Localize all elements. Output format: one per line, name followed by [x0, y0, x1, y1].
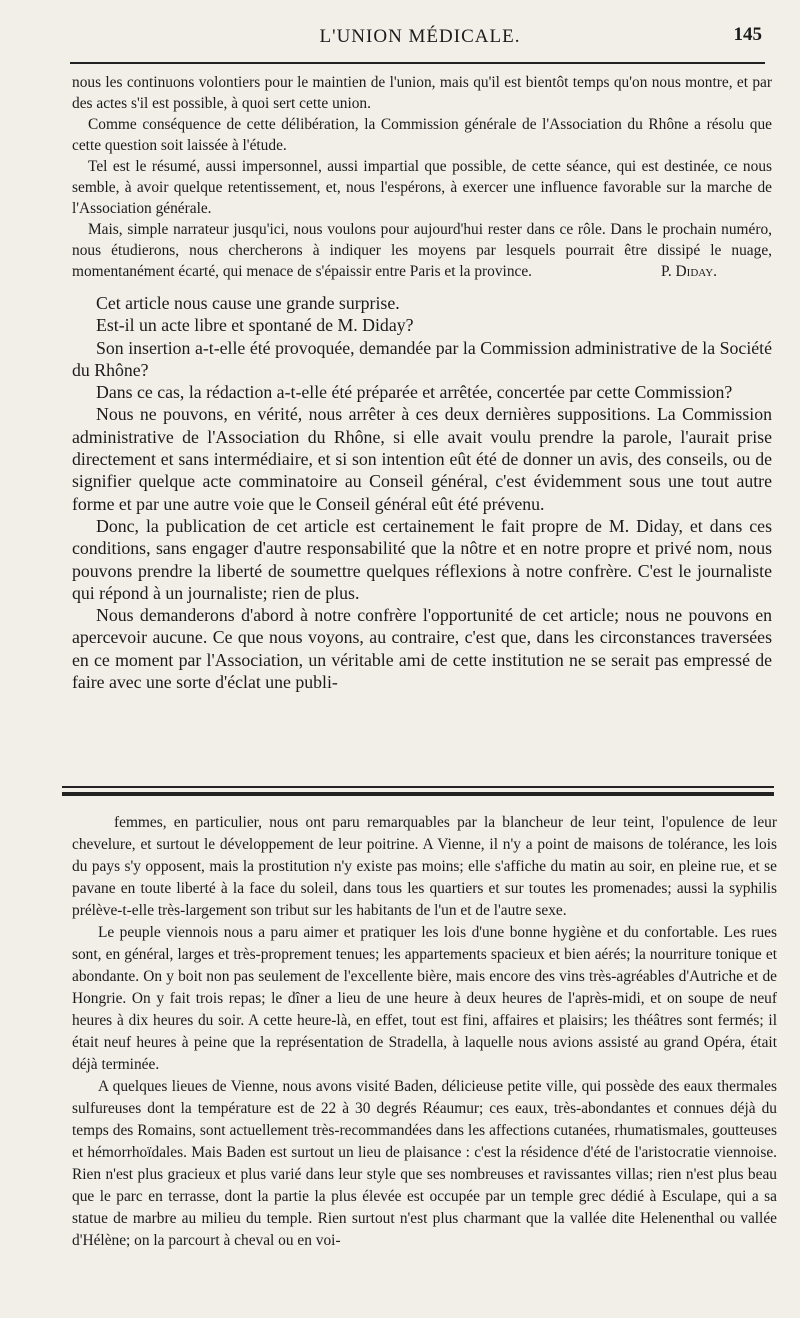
- paragraph: Nous ne pouvons, en vérité, nous arrêter à ces deux dernières suppositions. La Commission administrative de l'Association du Rhône, si elle avait voulu prendre la parole, l'aurait prise directement et sans intermédiaire, et si son intention eût été de donner un avis, des conseils, ou de signifier quelque acte comminatoire au Conseil général, c'est évidemment sous une tout autre forme et par une autre voie que le Conseil général eût été prévenu.: [72, 404, 772, 514]
- paragraph: Cet article nous cause une grande surprise.: [96, 293, 400, 313]
- paragraph: Est-il un acte libre et spontané de M. Diday?: [96, 315, 414, 336]
- header-rule: [70, 62, 765, 64]
- paragraph: nous les continuons volontiers pour le maintien de l'union, mais qu'il est bientôt temps qu'on nous montre, et par des actes s'il est possible, à quoi sert cette union.: [72, 74, 772, 112]
- running-title: L'UNION MÉDICALE.: [319, 26, 521, 47]
- paragraph: Son insertion a-t-elle été provoquée, demandée par la Commission administrative de la Société du Rhône?: [72, 337, 772, 380]
- paragraph: Mais, simple narrateur jusqu'ici, nous voulons pour aujourd'hui rester dans ce rôle. Dans le prochain numéro, nous étudierons, nous chercherons à indiquer les moyens par lesquels pourrait être dissipé le nuage, momentanément écarté, qui menace de s'épaissir entre Paris et la province.: [72, 221, 772, 280]
- editorial-response: [72, 292, 772, 693]
- author-signature: P. Diday.: [661, 263, 717, 280]
- paragraph: A quelques lieues de Vienne, nous avons visité Baden, délicieuse petite ville, qui possède des eaux thermales sulfureuses dont la température est de 22 à 30 degrés Réaumur; ces eaux, très-abondantes et connues déjà du temps des Romains, sont actuellement très-recommandées dans les affections cutanées, rhumatismales, goutteuses et hémorrhoïdales. Mais Baden est surtout un lieu de plaisance : c'est la résidence d'été de l'aristocratie viennoise. Rien n'est plus gracieux et plus varié dans leur style que ses nombreuses et ravissantes villas; rien n'est plus beau que le parc en terrasse, dont la partie la plus élevée est occupée par un temple grec dédié à Esculape, qui a sa statue de marbre au milieu du temple. Rien surtout n'est plus charmant que la vallée dite Helenenthal ou vallée d'Hélène; on la parcourt à cheval ou en voi-: [72, 1078, 777, 1249]
- paragraph: Dans ce cas, la rédaction a-t-elle été préparée et arrêtée, concertée par cette Commission?: [96, 382, 733, 403]
- paragraph: Le peuple viennois nous a paru aimer et pratiquer les lois d'une bonne hygiène et du confortable. Les rues sont, en général, larges et très-proprement tenues; les appartements spacieux et bien aérés; la nourriture tonique et abondante. On y boit non pas seulement de l'excellente bière, mais encore des vins très-agréables d'Autriche et de Hongrie. On y fait trois repas; le dîner a lieu de une heure à deux heures de l'après-midi, et on soupe de neuf heures à dix heures du soir. A cette heure-là, en effet, tout est fini, affaires et plaisirs; les théâtres sont fermés; il était neuf heures à peine que la représentation de Stradella, à laquelle nous avions assisté au grand Opéra, était déjà terminée.: [72, 924, 777, 1073]
- page-number: 145: [733, 24, 762, 45]
- feuilleton-separator: [62, 786, 774, 788]
- main-article: [72, 72, 772, 693]
- paragraph: Donc, la publication de cet article est certainement le fait propre de M. Diday, et dans ces conditions, sans engager d'autre responsabilité que la nôtre et en notre propre et privé nom, nous pouvons prendre la liberté de soumettre quelques réflexions à notre confrère. C'est le journaliste qui répond à un journaliste; rien de plus.: [72, 515, 772, 603]
- paragraph: femmes, en particulier, nous ont paru remarquables par la blancheur de leur teint, l'opulence de leur chevelure, et surtout le développement de leur poitrine. A Vienne, il n'y a point de maisons de tolérance, les lois du pays s'y opposent, mais la prostitution n'y existe pas moins; elle s'affiche du matin au soir, en pleine rue, et se pavane en toute liberté à la face du soleil, dans tous les quartiers et sur toutes les promenades; aussi la syphilis prélève-t-elle très-largement son tribut sur les habitants de l'un et de l'autre sexe.: [72, 814, 777, 919]
- feuilleton-separator-thick: [62, 792, 774, 796]
- feuilleton-section: [72, 812, 777, 1252]
- paragraph: Comme conséquence de cette délibération, la Commission générale de l'Association du Rhône a résolu que cette question soit laissée à l'étude.: [72, 116, 772, 154]
- paragraph: Nous demanderons d'abord à notre confrère l'opportunité de cet article; nous ne pouvons en apercevoir aucune. Ce que nous voyons, au contraire, c'est que, dans les circonstances traversées en ce moment par l'Association, un véritable ami de cette institution ne se serait pas empressé de faire avec une sorte d'éclat une publi-: [72, 605, 772, 693]
- page-header: [70, 22, 770, 48]
- paragraph: Tel est le résumé, aussi impersonnel, aussi impartial que possible, de cette séance, qui est destinée, ce nous semble, à avoir quelque retentissement, et, nous l'espérons, à exercer une influence favorable sur la marche de l'Association générale.: [72, 158, 772, 217]
